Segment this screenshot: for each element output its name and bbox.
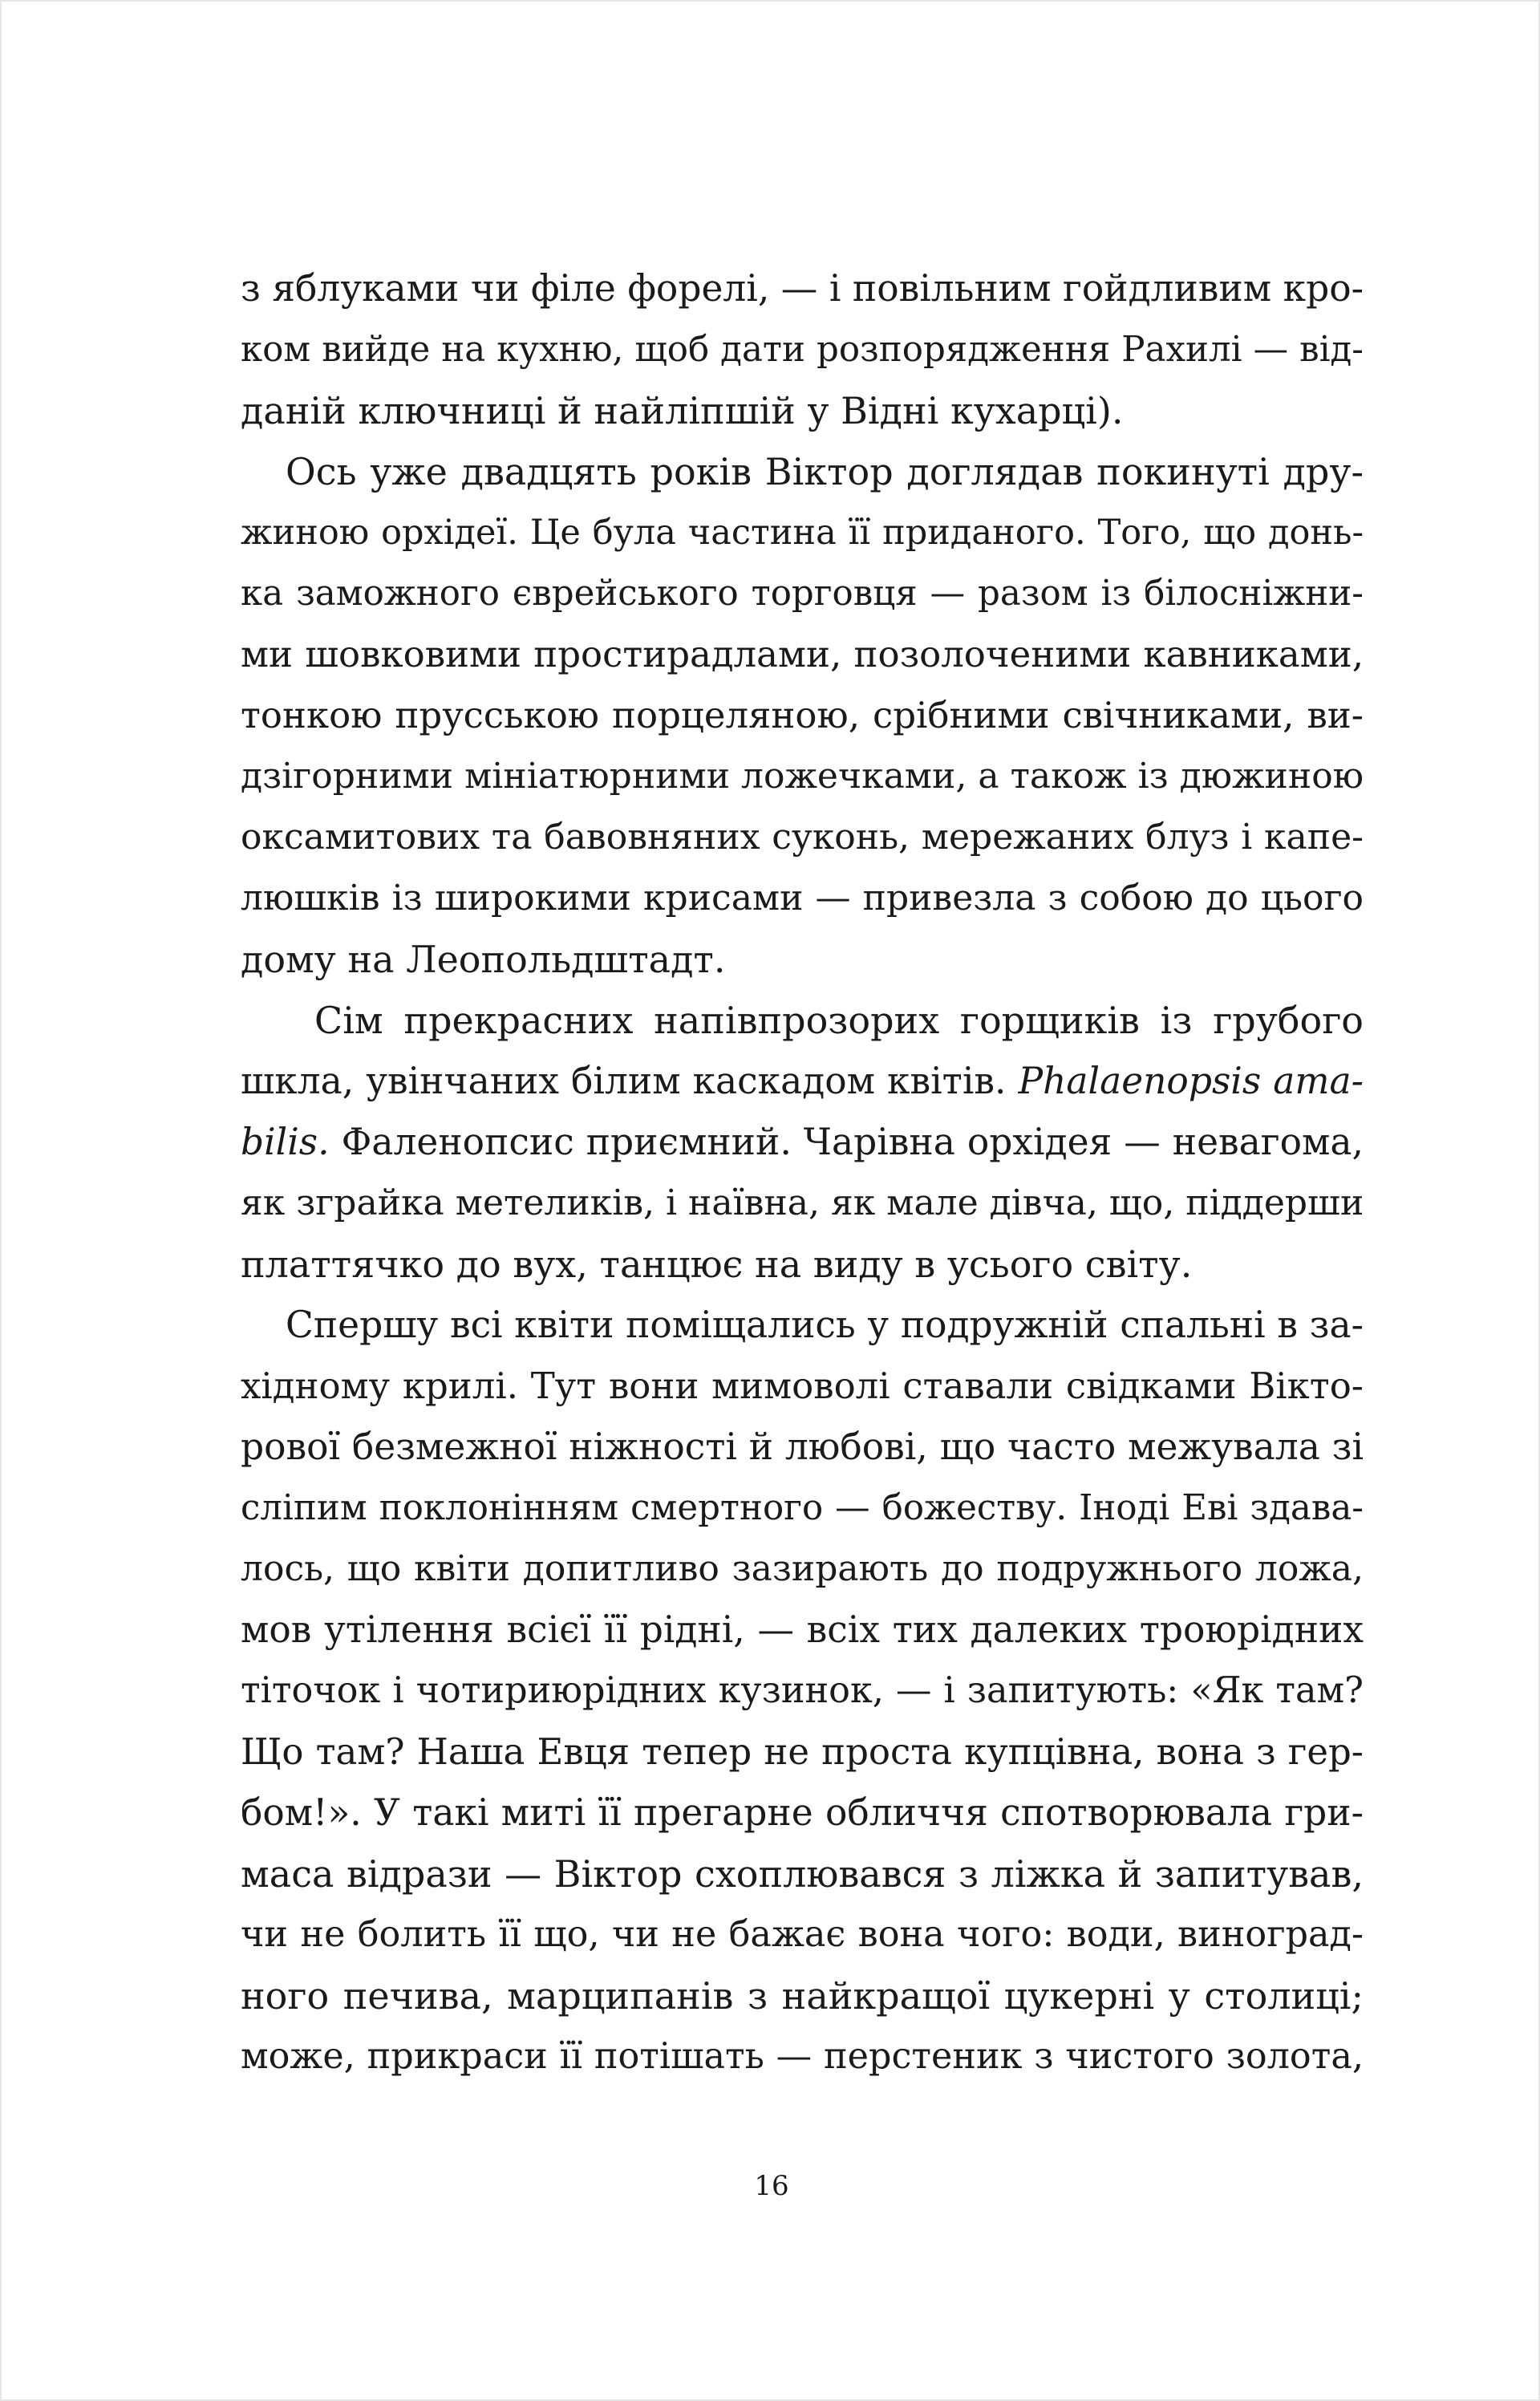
text-line: як зграйка метеликів, і наївна, як мале дівча, що, піддерши xyxy=(241,1182,1364,1223)
page-number: 16 xyxy=(754,2170,789,2202)
text-line: ного печива, марципанів з найкращої цукерні у столиці; xyxy=(241,1974,1364,2018)
text-line: платтячко до вух, танцює на виду в усього світу. xyxy=(241,1243,1193,1286)
text-line: Ось уже двадцять років Віктор доглядав покинуті дру- xyxy=(286,450,1364,493)
text-line: лось, що квіти допитливо зазирають до подружнього ложа, xyxy=(241,1548,1364,1589)
text-line: тонкою прусською порцеляною, срібними свічниками, ви- xyxy=(241,694,1364,736)
text-line: з яблуками чи філе форелі, — і повільним гойдливим кро- xyxy=(241,267,1364,310)
text-line: рової безмежної ніжності й любові, що часто межувала зі xyxy=(241,1426,1364,1468)
text-line: бом!». У такі миті її прегарне обличчя спотворювала гри- xyxy=(241,1791,1364,1834)
text-line: маса відрази — Віктор схоплювався з ліжка й запитував, xyxy=(241,1852,1364,1896)
text-line: дому на Леопольдштадт. xyxy=(241,938,726,981)
text-line: жиною орхідеї. Це була частина її приданого. Того, що донь- xyxy=(241,513,1364,553)
text-line: люшків із широкими крисами — привезла з собою до цього xyxy=(241,878,1364,919)
text-line: чи не болить її що, чи не бажає вона чого: води, виноград- xyxy=(241,1914,1364,1955)
text-line: ка заможного єврейського торговця — разом із білосніжни- xyxy=(241,574,1364,614)
text-line: може, прикраси її потішать — перстеник з чистого золота, xyxy=(241,2036,1364,2077)
body-text xyxy=(241,258,1364,2087)
text-line: ми шовковими простирадлами, позолоченими кавниками, xyxy=(241,633,1364,675)
text-line xyxy=(241,1112,1364,1173)
text-line: тіточок і чотириюрідних кузинок, — і запитують: «Як там? xyxy=(241,1670,1364,1711)
species-name-italic: bilis. xyxy=(241,1121,330,1163)
text-line: мов утілення всієї її рідні, — всіх тих далеких троюрідних xyxy=(241,1608,1364,1651)
text-line: сліпим поклонінням смертного — божеству. Іноді Еві здава- xyxy=(241,1488,1364,1528)
text-line: оксамитових та бавовняних суконь, мережаних блуз і капе- xyxy=(241,817,1364,858)
text-line: Спершу всі квіти поміщались у подружній спальні в за- xyxy=(286,1304,1364,1346)
text-line: ком вийде на кухню, щоб дати розпорядження Рахилі — від- xyxy=(241,330,1364,370)
text-line: Сім прекрасних напівпрозорих горщиків із грубого xyxy=(314,999,1364,1042)
text-line: дзігорними мініатюрними ложечками, а також із дюжиною xyxy=(241,756,1364,797)
text-line: Що там? Наша Евця тепер не проста купцівна, вона з гер- xyxy=(241,1730,1364,1773)
text-segment: Фаленопсис приємний. Чарівна орхідея — невагома, xyxy=(329,1121,1364,1163)
species-name-italic: Phalaenopsis ama- xyxy=(1018,1060,1364,1102)
text-line: даній ключниці й найліпшій у Відні кухарці). xyxy=(241,389,1124,432)
text-segment: шкла, увінчаних білим каскадом квітів. xyxy=(241,1060,1019,1102)
text-line: хідному крилі. Тут вони мимоволі ставали свідками Вікто- xyxy=(241,1365,1364,1407)
text-line xyxy=(241,1051,1364,1112)
